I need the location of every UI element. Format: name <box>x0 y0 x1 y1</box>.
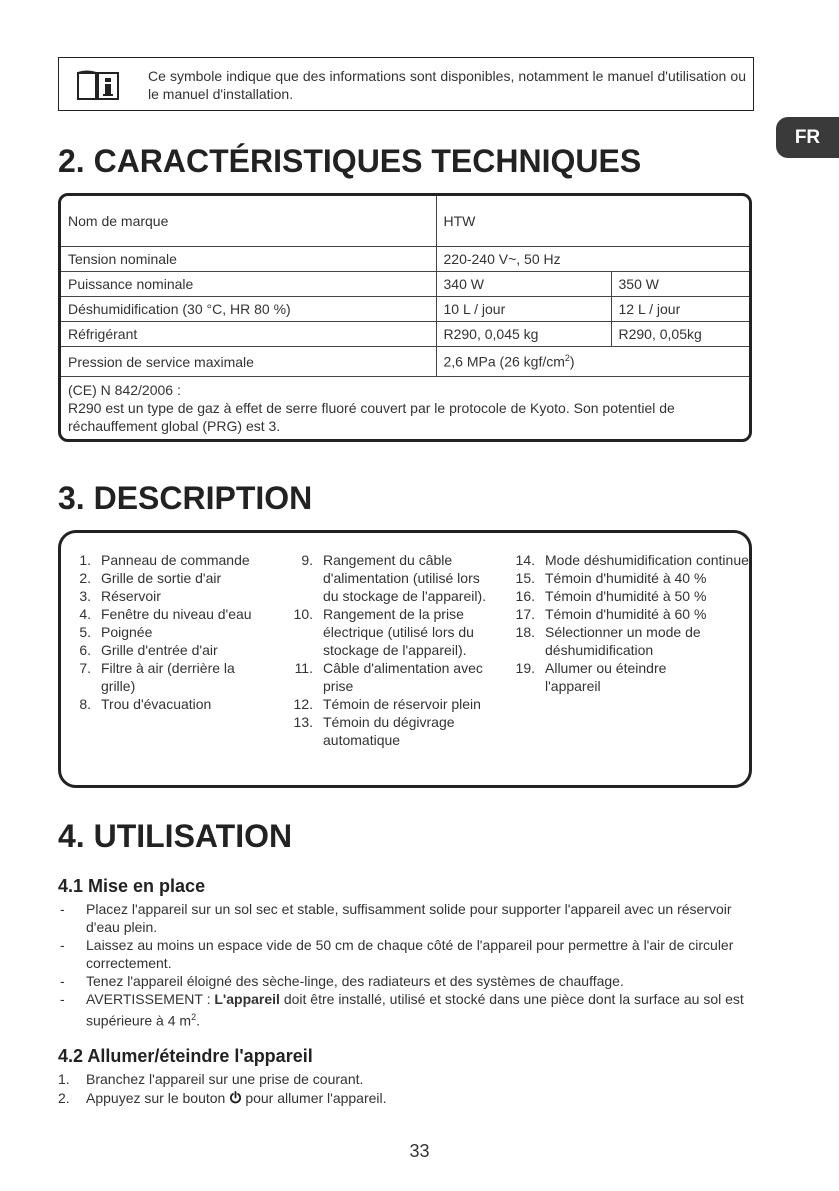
description-column-3 <box>511 551 749 695</box>
item-text: Panneau de commande <box>101 552 250 568</box>
list-item <box>289 551 487 605</box>
setup-list <box>58 900 758 1030</box>
list-item <box>67 551 287 569</box>
item-text: Témoin d'humidité à 60 % <box>545 606 707 622</box>
item-number: 4. <box>79 606 91 622</box>
list-item <box>58 1089 758 1108</box>
bullet-dash: - <box>60 991 65 1007</box>
item-number: 9. <box>301 552 313 568</box>
list-item <box>58 1070 758 1089</box>
item-number: 1. <box>79 552 91 568</box>
item-number: 11. <box>294 660 313 676</box>
info-note-text: Ce symbole indique que des informations sont disponibles, notamment le manuel d'utilisation ou le manuel d'installation. <box>148 68 746 102</box>
list-item <box>67 695 287 713</box>
manual-info-icon <box>76 70 120 102</box>
table-row <box>61 347 749 377</box>
item-number: 15. <box>515 570 535 586</box>
item-text: Fenêtre du niveau d'eau <box>101 606 252 622</box>
power-steps-list <box>58 1070 758 1108</box>
item-text: Témoin du dégivrage automatique <box>323 714 455 748</box>
item-text: Grille d'entrée d'air <box>101 642 218 658</box>
table-row <box>61 196 749 247</box>
item-number: 14. <box>515 552 535 568</box>
bullet-dash: - <box>60 973 65 989</box>
warning-bold: L'appareil <box>214 991 280 1007</box>
item-text: Réservoir <box>101 588 161 604</box>
pressure-superscript: 2 <box>564 353 570 364</box>
note-line-1: (CE) N 842/2006 : <box>68 382 181 398</box>
step-text-end: pour allumer l'appareil. <box>245 1090 387 1106</box>
item-number: 17. <box>515 606 535 622</box>
item-text: Mode déshumidification continue <box>545 552 749 568</box>
item-text: Allumer ou éteindre l'appareil <box>545 660 667 694</box>
list-item <box>289 659 483 695</box>
spec-value-model-1: 10 L / jour <box>436 297 611 322</box>
warning-superscript: 2 <box>191 1012 197 1022</box>
step-number: 1. <box>58 1071 70 1087</box>
section-title-description: 3. DESCRIPTION <box>58 480 313 516</box>
item-text: Laissez au moins un espace vide de 50 cm de chaque côté de l'appareil pour permettre à l'air de circuler correctement. <box>86 937 734 971</box>
item-number: 18. <box>515 624 535 640</box>
description-box <box>58 530 752 788</box>
item-number: 5. <box>79 624 91 640</box>
spec-label: Déshumidification (30 °C, HR 80 %) <box>61 297 436 322</box>
list-item <box>67 569 287 587</box>
pressure-value: 2,6 MPa (26 kgf/cm <box>443 353 565 370</box>
item-number: 8. <box>79 696 91 712</box>
list-item <box>511 587 725 605</box>
list-item <box>58 900 758 936</box>
list-item <box>67 641 287 659</box>
table-row <box>61 272 749 297</box>
list-item <box>289 713 487 749</box>
list-item <box>67 587 287 605</box>
item-text: Filtre à air (derrière la grille) <box>101 660 235 694</box>
warning-text: doit être installé, utilisé et stocké dans une pièce dont la surface au sol est supérieure à 4 m <box>86 991 744 1029</box>
spec-value <box>436 347 749 377</box>
technical-specs-box <box>58 193 752 442</box>
spec-value-model-1: R290, 0,045 kg <box>436 322 611 347</box>
list-item <box>511 569 725 587</box>
item-number: 19. <box>515 660 535 676</box>
specs-table <box>61 196 749 435</box>
info-note-box <box>58 57 754 111</box>
step-number: 2. <box>58 1090 70 1106</box>
item-number: 13. <box>293 714 313 730</box>
subsection-title-setup: 4.1 Mise en place <box>58 876 206 896</box>
bullet-dash: - <box>60 937 65 953</box>
table-row <box>61 297 749 322</box>
language-tab: FR <box>776 117 839 158</box>
spec-label: Tension nominale <box>61 247 436 272</box>
description-column-1 <box>67 551 287 713</box>
item-text: Poignée <box>101 624 153 640</box>
table-row <box>61 247 749 272</box>
power-icon <box>229 1091 242 1104</box>
item-number: 10. <box>293 606 313 622</box>
list-item <box>67 659 251 695</box>
item-number: 7. <box>79 660 91 676</box>
list-item <box>58 936 758 972</box>
spec-value-model-2: 12 L / jour <box>611 297 749 322</box>
bullet-dash: - <box>60 901 65 917</box>
item-text: Câble d'alimentation avec prise <box>323 660 483 694</box>
step-text: Branchez l'appareil sur une prise de courant. <box>86 1071 364 1087</box>
spec-value-model-2: R290, 0,05kg <box>611 322 749 347</box>
item-number: 6. <box>79 642 91 658</box>
note-line-2: R290 est un type de gaz à effet de serre fluoré couvert par le protocole de Kyoto. Son potentiel de réchauffement global (PRG) est 3. <box>68 400 675 434</box>
list-item <box>67 623 287 641</box>
table-row <box>61 322 749 347</box>
list-item <box>511 623 760 659</box>
page-number: 33 <box>409 1141 430 1161</box>
spec-value: 220-240 V~, 50 Hz <box>436 247 749 272</box>
section-title-usage: 4. UTILISATION <box>58 818 293 854</box>
table-row <box>61 377 749 436</box>
spec-value: HTW <box>436 196 749 247</box>
list-item <box>58 990 758 1030</box>
item-text: Rangement de la prise électrique (utilisé lors du stockage de l'appareil). <box>323 606 474 658</box>
step-text: Appuyez sur le bouton <box>86 1090 226 1106</box>
spec-label: Puissance nominale <box>61 272 436 297</box>
spec-label: Réfrigérant <box>61 322 436 347</box>
item-text: Sélectionner un mode de déshumidification <box>545 624 701 658</box>
list-item <box>289 605 499 659</box>
pressure-close: ) <box>569 353 575 370</box>
item-text: Placez l'appareil sur un sol sec et stable, suffisamment solide pour supporter l'appareil avec un réservoir d'eau plein. <box>86 901 732 935</box>
list-item <box>67 605 287 623</box>
item-number: 2. <box>79 570 91 586</box>
subsection-title-power: 4.2 Allumer/éteindre l'appareil <box>58 1046 313 1066</box>
item-text: Tenez l'appareil éloigné des sèche-linge, des radiateurs et des systèmes de chauffage. <box>86 973 624 989</box>
list-item <box>511 659 725 695</box>
item-text: Témoin de réservoir plein <box>323 696 481 712</box>
item-text: Témoin d'humidité à 40 % <box>545 570 707 586</box>
refrigerant-note <box>61 377 749 436</box>
item-text: Rangement du câble d'alimentation (utilisé lors du stockage de l'appareil). <box>323 552 486 604</box>
list-item <box>289 695 509 713</box>
warning-prefix: AVERTISSEMENT : <box>86 991 215 1007</box>
warning-end: . <box>196 1012 200 1029</box>
spec-label: Nom de marque <box>61 196 436 247</box>
description-column-2 <box>289 551 509 749</box>
list-item <box>511 551 750 569</box>
item-number: 3. <box>79 588 91 604</box>
item-text: Témoin d'humidité à 50 % <box>545 588 707 604</box>
spec-label: Pression de service maximale <box>61 347 436 377</box>
item-number: 16. <box>515 588 535 604</box>
spec-value-model-1: 340 W <box>436 272 611 297</box>
list-item <box>511 605 725 623</box>
item-text: Grille de sortie d'air <box>101 570 222 586</box>
item-text: Trou d'évacuation <box>101 696 212 712</box>
section-title-technical: 2. CARACTÉRISTIQUES TECHNIQUES <box>58 143 642 179</box>
spec-value-model-2: 350 W <box>611 272 749 297</box>
item-number: 12. <box>293 696 313 712</box>
list-item <box>58 972 758 990</box>
